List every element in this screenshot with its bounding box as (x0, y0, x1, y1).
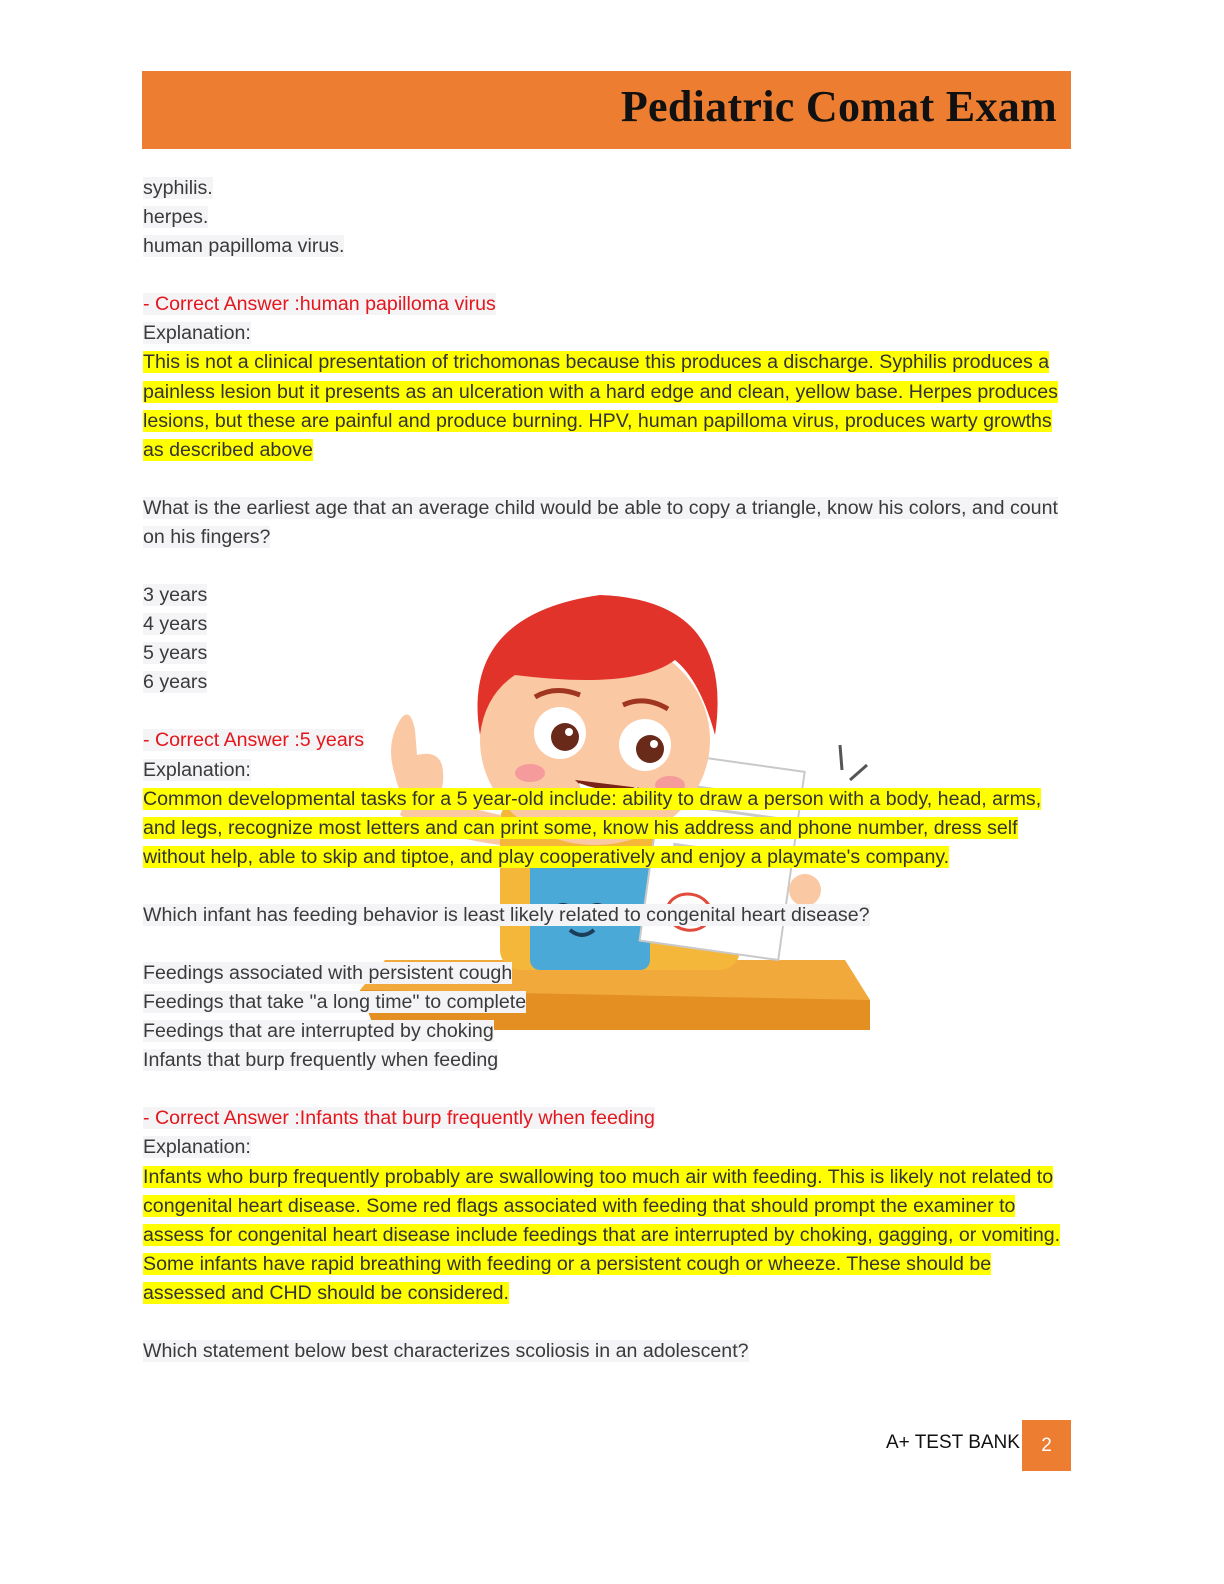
q2-option-1: 3 years (143, 584, 208, 607)
q2-explanation-label: Explanation: (143, 758, 251, 781)
q3-explanation-label: Explanation: (143, 1136, 251, 1159)
q1-option-1: syphilis. (143, 177, 213, 199)
q1-correct-answer: - Correct Answer :human papilloma virus (143, 293, 496, 316)
q3-question: Which infant has feeding behavior is least likely related to congenital heart disease? (143, 903, 870, 926)
q2-explanation: Common developmental tasks for a 5 year-old include: ability to draw a person with a body, head, arms, and legs, recognize most letters and can print some, know his address and phone number, dress self without help, able to skip and tiptoe, and play cooperatively and enjoy a playmate's company. (143, 787, 1042, 868)
q3-option-3: Feedings that are interrupted by choking (143, 1020, 494, 1043)
q3-option-2: Feedings that take "a long time" to complete (143, 991, 527, 1014)
q1-option-2: herpes. (143, 206, 209, 229)
page-number: 2 (1022, 1420, 1071, 1471)
q4-question: Which statement below best characterizes scoliosis in an adolescent? (143, 1340, 749, 1362)
document-body (143, 174, 1073, 1366)
q1-explanation: This is not a clinical presentation of trichomonas because this produces a discharge. Syphilis produces a painless lesion but it presents as an ulceration with a hard edge and clean, yellow base. Herpes produces lesions, but these are painful and produce burning. HPV, human papilloma virus, produces warty growths as described above (143, 351, 1058, 461)
q2-question: What is the earliest age that an average child would be able to copy a triangle, know his colors, and count on his fingers? (143, 496, 1058, 548)
q1-option-3: human papilloma virus. (143, 235, 345, 258)
footer-label: A+ TEST BANK (886, 1432, 1020, 1453)
q2-option-4: 6 years (143, 671, 208, 694)
q3-correct-answer: - Correct Answer :Infants that burp frequently when feeding (143, 1107, 655, 1130)
header-bar (142, 71, 1071, 149)
page-title: Pediatric Comat Exam (620, 82, 1057, 131)
q2-correct-answer: - Correct Answer :5 years (143, 729, 365, 752)
q1-explanation-label: Explanation: (143, 322, 251, 345)
q2-option-2: 4 years (143, 613, 208, 636)
q2-option-3: 5 years (143, 642, 208, 665)
q3-explanation: Infants who burp frequently probably are swallowing too much air with feeding. This is likely not related to congenital heart disease. Some red flags associated with feeding that should prompt the examiner to assess for congenital heart disease include feedings that are interrupted by choking, gagging, or vomiting. Some infants have rapid breathing with feeding or a persistent cough or wheeze. These should be assessed and CHD should be considered. (143, 1165, 1061, 1304)
q3-option-1: Feedings associated with persistent cough (143, 961, 513, 984)
q3-option-4: Infants that burp frequently when feeding (143, 1049, 499, 1072)
